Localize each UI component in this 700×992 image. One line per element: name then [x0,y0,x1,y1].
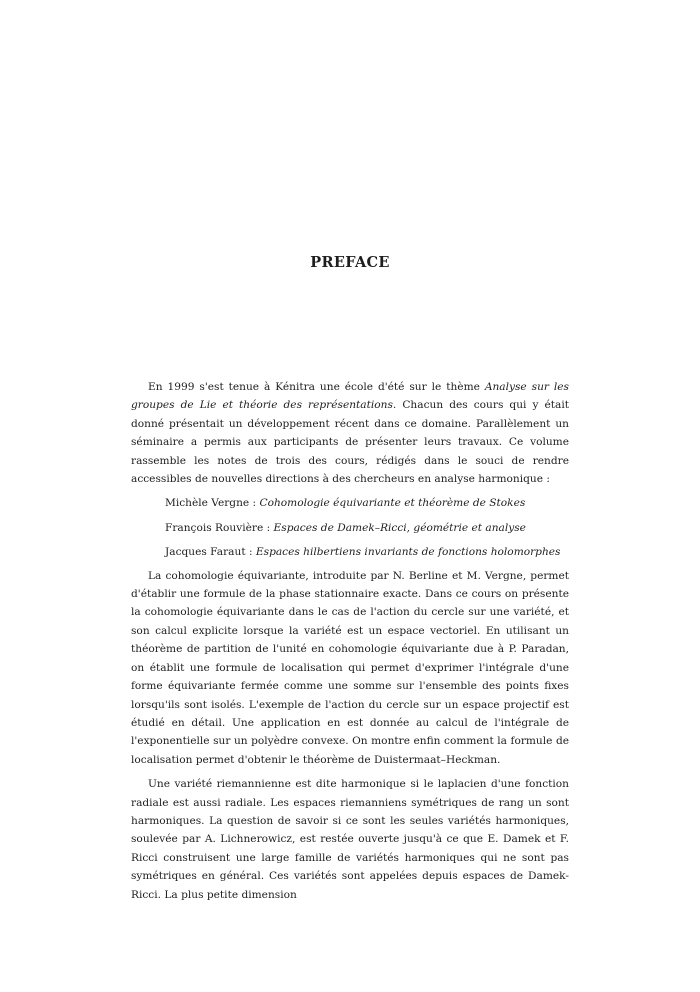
course-author: François Rouvière : [165,521,271,534]
course-title: Cohomologie équivariante et théorème de Stokes [259,497,526,510]
course-author: Jacques Faraut : [165,546,253,559]
intro-paragraph [131,378,569,488]
body-paragraph-cohomology: La cohomologie équivariante, introduite par N. Berline et M. Vergne, permet d'établir une formule de la phase stationnaire exacte. Dans ce cours on présente la cohomologie équivariante dans le cas de l'action du cercle sur une variété, et son calcul explicite lorsque la variété est un espace vectoriel. En utilisant un théorème de partition de l'unité en cohomologie équivariante due à P. Paradan, on établit une formule de localisation qui permet d'exprimer l'intégrale d'une forme équivariante fermée comme une somme sur l'ensemble des points fixes lorsqu'ils sont isolés. L'exemple de l'action du cercle sur un espace projectif est étudié en détail. Une application en est donnée au calcul de l'intégrale de l'exponentielle sur un polyèdre convexe. On montre enfin comment la formule de localisation permet d'obtenir le théorème de Duistermaat–Heckman. [131,569,569,766]
body-paragraph-harmonic: Une variété riemannienne est dite harmonique si le laplacien d'une fonction radiale est aussi radiale. Les espaces riemanniens symétriques de rang un sont harmoniques. La question de savoir si ce sont les seules variétés harmoniques, soulevée par A. Lichnerowicz, est restée ouverte jusqu'à ce que E. Damek et F. Ricci construisent une large famille de variétés harmoniques qui ne sont pas symétriques en général. Ces variétés sont appelées depuis espaces de Damek-Ricci. La plus petite dimension [131,778,569,901]
course-title: Espaces de Damek–Ricci, géométrie et analyse [273,521,526,534]
course-item [131,543,569,561]
intro-text-start: En 1999 s'est tenue à Kénitra une école d'été sur le thème [148,381,480,393]
intro-theme: Analyse sur les groupes de Lie et théorie des représentations [131,381,569,412]
course-author: Michèle Vergne : [165,497,257,510]
course-item [131,494,569,512]
course-item [131,519,569,537]
course-title: Espaces hilbertiens invariants de fonctions holomorphes [255,546,561,559]
preface-body [131,378,569,904]
intro-text-rest: . Chacun des cours qui y était donné présentait un développement récent dans ce domaine. Parallèlement un séminaire a permis aux participants de présenter leurs travaux. Ce volume rassemble les notes de trois des cours, rédigés dans le souci de rendre accessibles de nouvelles directions à des chercheurs en analyse harmonique : [131,399,570,486]
page-title: PREFACE [310,254,390,271]
